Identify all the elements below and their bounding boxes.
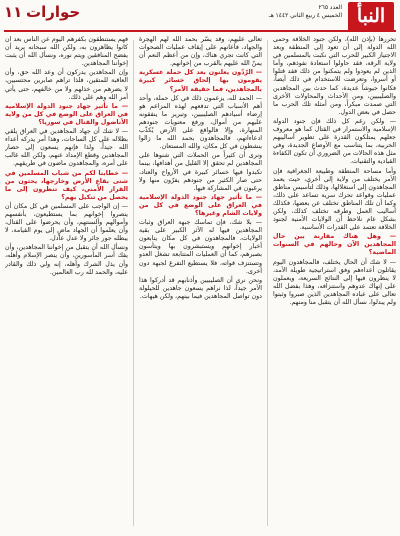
question-heading: — الرّدّون يعلنون بعد كل حملة عسكرية يقومون بها إلحاق خسائر كبيرة بالمجاهدين، فما حقيقة الأمر؟ [139,69,262,93]
newspaper-logo: النبأ [348,2,394,31]
section-title: حوارات [26,3,81,21]
column-right [273,36,396,530]
question-heading: — ما تأثير جهاد جنود الدولة الإسلامية في العراق على الوضع في كل من ولاية الأناضول والقتال في سوريا؟ [5,102,128,126]
paragraph: ونسأل الله أن يتقبل من إخواننا المجاهدين، وأن يفك أسر المأسورين، وأن ينصر الإسلام وأهله، وأن يذل الشرك وأهله، إنه ولي ذلك والقادر عليه، والحمد لله رب العالمين. [5,244,128,276]
paragraph: وأما مساحة المنطقة وطبيعة الجغرافية فإن الأمر يختلف من ولاية إلى أخرى، حيث يعمد المجاهدون إلى استغلالها، وذلك لتأسيس مناطق عمليات وقواعد تحرك سرية تساعد على ذلك، وكما أن تلك المناطق تختلف عن بعضها، فكذلك أساليب العمل وطرقه تختلف كذلك، ولكن بشكل عام نلاحظ أن الولايات الأمنية لجنود الخلافة تعتمد على القدرات الأساسية. [273,167,396,232]
column-middle [139,36,262,530]
paragraph: ونرى أن كثيراً من الحملات التي شنوها على المجاهدين لم تحقق إلا القليل من أهدافها، بينما تكبدوا فيها خسائر كبيرة في الأرواح والعتاد، حتى صار الكثير من جنودهم يفرّون منها ولا يرغبون في المشاركة فيها. [139,152,262,192]
paragraph: تعالى عليهم، وقد يسّر بحمد الله لهم الهجرة والجهاد، فأعانهم على إيقاف عمليات الصحوات التي كانت تجري هناك، وإن من أعظم النعم أن يمنّ الله عليهم بالقرب من إخوانهم. [139,36,262,68]
article-columns [4,36,396,532]
paragraph: — إن الواجب على المسلمين في كل مكان أن ينصروا إخوانهم بما يستطيعون، بأنفسهم وأموالهم وألسنتهم، وأن يحرضوا على القتال، وأن يعلموا أن الجهاد ماضٍ إلى يوم القيامة، لا يبطله جور جائر ولا عدل عادل. [5,202,128,243]
header-divider [4,30,396,32]
column-divider [267,40,268,526]
paragraph: وإن المجاهدين يدركون أن وعد الله حق، وأن العاقبة للمتقين، فلذا تراهم صابرين محتسبين، لا يضرهم من خذلهم ولا من خالفهم، حتى يأتي أمر الله وهم على ذلك. [5,69,128,101]
column-divider [133,40,134,526]
issue-info [269,4,342,20]
paragraph: — الحمد لله، يزعمون ذلك في كل حملة، وأحد أهم الأسباب التي تدفعهم لهذه المزاعم هو إرضاء أسيادهم الصليبيين، وتبرير ما ينفقونه عليهم من أموال، ورفع معنويات جنودهم المنهارة، وإلا فالواقع على الأرض يُكذّب ادعاءاتهم، فالمجاهدون بحمد الله ما زالوا ينشطون في كل مكان، والله المستعان. [139,94,262,151]
paragraph: فهم يستنطقون بكفرهم اليوم عن الناس بعد أن كانوا يظاهرون به، ولكن الله سبحانه يريد أن يفضح المنافقين ويتم نوره، ونسأل الله أن يثبت إخواننا المجاهدين. [5,36,128,68]
paragraph: — لا شك أن الحال يختلف، فالمجاهدون اليوم يقاتلون أعداءهم وفق استراتيجية طويلة الأمد، لا ينظرون فيها إلى النتائج السريعة، ويعملون على إنهاك عدوهم واستنزافه، وهذا بفضل الله تعالى على عباده المجاهدين الذين صبروا وثبتوا ولم يبدلوا، نسأل الله أن يتقبل منا ومنهم. [273,258,396,306]
issue-number: العدد ٢٦٥ [318,5,342,11]
paragraph: ونحن نرى أن الصليبيين وأذنابهم قد أدركوا هذا الأمر جيداً، لذا نراهم يسعون جاهدين للحيلولة دون تواصل المجاهدين فيما بينهم، ولكن هيهات. [139,276,262,300]
paragraph: — ولكن رغم كل ذلك فإن جنود الدولة الإسلامية والاستمرار في القتال كما هو معروف جعلهم يمتلكون القدرة على تطوير أساليبهم الحربية، بما يتناسب مع الأوضاع الجديدة، وفي مثل هذه الحالات من الضروري أن تكون الكفاءة القيادية والتقنيات. [273,117,396,166]
paragraph: — لا شك أن جهاد المجاهدين في العراق يلقي بظلاله على كل الساحات، وهذا أمر يدركه أعداء الله جيداً، ولذا فإنهم يسعون إلى حصار المجاهدين وقطع الإمداد عنهم، ولكن الله غالب على أمره، والمجاهدون ماضون في طريقهم. [5,128,128,168]
column-left [5,36,128,530]
question-heading: — ما تأثير جهاد جنود الدولة الإسلامية في العراق على الوضع في كل من ولايات الشام وغيرها؟ [139,193,262,217]
page-number: ١١ [4,3,23,21]
question-heading: — وهل هناك مقارنة بين حال المجاهدين الآن وحالهم في السنوات الماضية؟ [273,233,396,257]
paragraph: — بلا شك، فإن تماسك جبهة العراق وثبات المجاهدين فيها له الأثر الكبير على بقية الولايات، فالمجاهدون في كل مكان يتابعون أخبار إخوانهم ويستبشرون بها ويتأسون بصبرهم، كما أن العمليات المتتابعة تشغل العدو وتستنزف قواته، فلا يستطيع التفرغ لجبهة دون أخرى. [139,219,262,275]
page-header [0,0,400,34]
paragraph: تحررها (بإذن الله)، ولكن جنود الخلافة وحمى الله الدولة إلى أن تعود إلى المنطقة وبعد الاجتياز الكبير للحرب التي نكبت بالمسلمين في ولاية الرقة، فقد حاولوا استعادة نفوذهم، وأما الذين لم يعودوا ولم يتمكنوا من ذلك فقد قتلوا أو أسروا، وتعرضت للاستخدام في ذلك أيضاً، فكانوا جيوشاً عديدة، كما حدث بين المجاهدين والصليبيين، ومن الأحداث والمحاولات الأخرى التي صمدت مبكراً، ومن أمثلة تلك الحرب ما حصل في بعض الدول. [273,36,396,116]
question-heading: — خطابنا لكم من شباب المسلمين في شتى بقاع الأرض وخارجها، يحثون من القرار الأمني، كيف تنظرون إلى ما يحصل من تنكيل بهم؟ [5,169,128,201]
issue-date: الخميس ٤ ربيع الثاني ١٤٤٢ هـ [268,13,342,19]
